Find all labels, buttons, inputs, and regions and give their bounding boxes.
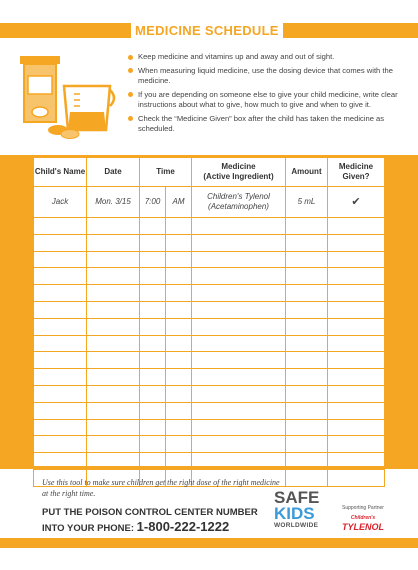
- cell-ampm[interactable]: [166, 369, 192, 386]
- cell-ampm[interactable]: [166, 436, 192, 453]
- cell-date[interactable]: [87, 251, 140, 268]
- page-title: MEDICINE SCHEDULE: [135, 23, 279, 38]
- cell-medicine[interactable]: [192, 453, 286, 470]
- cell-medicine[interactable]: [192, 301, 286, 318]
- cell-date[interactable]: [87, 369, 140, 386]
- cell-medicine[interactable]: [192, 369, 286, 386]
- cell-ampm[interactable]: [166, 419, 192, 436]
- bullet-icon: [128, 55, 133, 60]
- tylenol-logo: Children's TYLENOL: [342, 515, 384, 532]
- table-row: [34, 369, 385, 386]
- poison-line-2: INTO YOUR PHONE: 1-800-222-1222: [42, 519, 230, 534]
- cell-amount[interactable]: [286, 436, 328, 453]
- table-row: [34, 301, 385, 318]
- cell-time[interactable]: [140, 419, 166, 436]
- cell-time[interactable]: [140, 268, 166, 285]
- cell-name[interactable]: Jack: [34, 187, 87, 218]
- cell-ampm[interactable]: [166, 318, 192, 335]
- cell-amount[interactable]: [286, 285, 328, 302]
- cell-ampm[interactable]: [166, 268, 192, 285]
- cell-amount[interactable]: [286, 385, 328, 402]
- cell-name[interactable]: [34, 268, 87, 285]
- cell-name[interactable]: [34, 218, 87, 235]
- cell-name[interactable]: [34, 369, 87, 386]
- cell-date[interactable]: [87, 352, 140, 369]
- cell-ampm[interactable]: [166, 251, 192, 268]
- cell-medicine[interactable]: [192, 402, 286, 419]
- cell-medicine[interactable]: [192, 234, 286, 251]
- table-row: [34, 453, 385, 470]
- cell-given[interactable]: [328, 318, 385, 335]
- header-time: Time: [140, 158, 192, 187]
- cell-amount[interactable]: [286, 453, 328, 470]
- cell-name[interactable]: [34, 301, 87, 318]
- cell-name[interactable]: [34, 318, 87, 335]
- table-row: [34, 234, 385, 251]
- cell-name[interactable]: [34, 234, 87, 251]
- cell-given[interactable]: ✔: [328, 187, 385, 218]
- cell-amount[interactable]: [286, 301, 328, 318]
- cell-time[interactable]: [140, 402, 166, 419]
- cell-ampm[interactable]: [166, 402, 192, 419]
- partner-label: Supporting Partner: [342, 505, 384, 511]
- cell-name[interactable]: [34, 285, 87, 302]
- tip-item: When measuring liquid medicine, use the dosing device that comes with the medicine.: [128, 66, 410, 87]
- cell-date[interactable]: Mon. 3/15: [87, 187, 140, 218]
- table-row: [34, 436, 385, 453]
- cell-name[interactable]: [34, 453, 87, 470]
- cell-amount[interactable]: [286, 251, 328, 268]
- cell-amount[interactable]: [286, 352, 328, 369]
- cell-name[interactable]: [34, 352, 87, 369]
- header-childs-name: Child's Name: [34, 158, 87, 187]
- cell-amount[interactable]: [286, 268, 328, 285]
- cell-date[interactable]: [87, 301, 140, 318]
- poison-line-1: PUT THE POISON CONTROL CENTER NUMBER: [42, 507, 258, 518]
- cell-amount[interactable]: [286, 234, 328, 251]
- cell-ampm[interactable]: [166, 285, 192, 302]
- cell-medicine[interactable]: Children's Tylenol (Acetaminophen): [192, 187, 286, 218]
- cell-date[interactable]: [87, 268, 140, 285]
- safe-kids-safe: SAFE: [274, 488, 320, 507]
- cell-time[interactable]: [140, 369, 166, 386]
- table-frame-left: [0, 157, 33, 467]
- table-row: [34, 402, 385, 419]
- cell-medicine[interactable]: [192, 352, 286, 369]
- cell-amount[interactable]: [286, 469, 328, 486]
- cell-medicine[interactable]: [192, 285, 286, 302]
- cell-time[interactable]: [140, 335, 166, 352]
- cell-given[interactable]: [328, 352, 385, 369]
- bottom-bar: [0, 538, 418, 548]
- cell-name[interactable]: [34, 385, 87, 402]
- cell-medicine[interactable]: [192, 419, 286, 436]
- title-box: [131, 21, 283, 41]
- safe-kids-worldwide: WORLDWIDE: [274, 522, 319, 529]
- phone-number: 1-800-222-1222: [136, 519, 230, 534]
- cell-ampm[interactable]: [166, 301, 192, 318]
- header-amount: Amount: [286, 158, 328, 187]
- cell-amount[interactable]: [286, 218, 328, 235]
- cell-medicine[interactable]: [192, 268, 286, 285]
- cell-name[interactable]: [34, 251, 87, 268]
- cell-time[interactable]: [140, 251, 166, 268]
- cell-name[interactable]: [34, 335, 87, 352]
- tip-item: Keep medicine and vitamins up and away and out of sight.: [128, 52, 410, 63]
- cell-given[interactable]: [328, 301, 385, 318]
- cell-amount[interactable]: [286, 335, 328, 352]
- cell-ampm[interactable]: AM: [166, 187, 192, 218]
- cell-given[interactable]: [328, 369, 385, 386]
- cell-given[interactable]: [328, 251, 385, 268]
- cell-ampm[interactable]: [166, 352, 192, 369]
- cell-ampm[interactable]: [166, 335, 192, 352]
- cell-given[interactable]: [328, 268, 385, 285]
- supporting-partner: [333, 505, 393, 532]
- cell-given[interactable]: [328, 469, 385, 486]
- table-row: [34, 318, 385, 335]
- table-row: [34, 285, 385, 302]
- table-row: [34, 268, 385, 285]
- cell-date[interactable]: [87, 385, 140, 402]
- table-row: [34, 352, 385, 369]
- schedule-table-wrap: [33, 157, 384, 467]
- cell-time[interactable]: [140, 453, 166, 470]
- cell-date[interactable]: [87, 402, 140, 419]
- usage-note: Use this tool to make sure children get the right dose of the right medicine at the right time.: [42, 478, 280, 498]
- cell-time[interactable]: 7:00: [140, 187, 166, 218]
- cell-date[interactable]: [87, 453, 140, 470]
- cell-date[interactable]: [87, 218, 140, 235]
- medicine-illustration-icon: [18, 50, 122, 140]
- cell-name[interactable]: [34, 436, 87, 453]
- safe-kids-logo: [274, 490, 330, 529]
- cell-amount[interactable]: [286, 419, 328, 436]
- header-date: Date: [87, 158, 140, 187]
- cell-name[interactable]: [34, 402, 87, 419]
- cell-time[interactable]: [140, 234, 166, 251]
- cell-given[interactable]: [328, 419, 385, 436]
- cell-time[interactable]: [140, 385, 166, 402]
- table-row: [34, 385, 385, 402]
- cell-name[interactable]: [34, 419, 87, 436]
- cell-time[interactable]: [140, 285, 166, 302]
- table-row: [34, 251, 385, 268]
- bullet-icon: [128, 116, 133, 121]
- cell-time[interactable]: [140, 436, 166, 453]
- cell-time[interactable]: [140, 352, 166, 369]
- tips-list: [128, 52, 410, 138]
- safe-kids-kids: KIDS: [274, 504, 315, 523]
- table-header-row: [34, 158, 385, 187]
- cell-given[interactable]: [328, 218, 385, 235]
- cell-time[interactable]: [140, 218, 166, 235]
- cell-given[interactable]: [328, 385, 385, 402]
- cell-given[interactable]: [328, 402, 385, 419]
- cell-date[interactable]: [87, 318, 140, 335]
- cell-medicine[interactable]: [192, 251, 286, 268]
- cell-given[interactable]: [328, 285, 385, 302]
- poison-control-text: [42, 506, 292, 536]
- cell-ampm[interactable]: [166, 234, 192, 251]
- cell-ampm[interactable]: [166, 385, 192, 402]
- cell-amount[interactable]: [286, 318, 328, 335]
- cell-amount[interactable]: [286, 369, 328, 386]
- cell-date[interactable]: [87, 335, 140, 352]
- cell-date[interactable]: [87, 436, 140, 453]
- cell-amount[interactable]: [286, 402, 328, 419]
- table-row: [34, 419, 385, 436]
- cell-given[interactable]: [328, 335, 385, 352]
- schedule-table: [33, 157, 385, 487]
- cell-time[interactable]: [140, 301, 166, 318]
- cell-medicine[interactable]: [192, 218, 286, 235]
- cell-date[interactable]: [87, 419, 140, 436]
- table-row: [34, 218, 385, 235]
- cell-time[interactable]: [140, 318, 166, 335]
- cell-ampm[interactable]: [166, 218, 192, 235]
- cell-given[interactable]: [328, 436, 385, 453]
- cell-ampm[interactable]: [166, 453, 192, 470]
- cell-medicine[interactable]: [192, 335, 286, 352]
- cell-amount[interactable]: 5 mL: [286, 187, 328, 218]
- cell-given[interactable]: [328, 453, 385, 470]
- table-row: [34, 335, 385, 352]
- cell-medicine[interactable]: [192, 436, 286, 453]
- cell-medicine[interactable]: [192, 385, 286, 402]
- cell-date[interactable]: [87, 234, 140, 251]
- header-given: Medicine Given?: [328, 158, 385, 187]
- bullet-icon: [128, 92, 133, 97]
- cell-given[interactable]: [328, 234, 385, 251]
- bullet-icon: [128, 68, 133, 73]
- table-row: [34, 187, 385, 218]
- tip-item: If you are depending on someone else to give your child medicine, write clear instructions about what to give, how much to give and when to give it.: [128, 90, 410, 111]
- cell-medicine[interactable]: [192, 318, 286, 335]
- tip-item: Check the “Medicine Given” box after the child has taken the medicine as scheduled.: [128, 114, 410, 135]
- cell-date[interactable]: [87, 285, 140, 302]
- header-medicine: Medicine (Active Ingredient): [192, 158, 286, 187]
- table-frame-right: [384, 157, 418, 467]
